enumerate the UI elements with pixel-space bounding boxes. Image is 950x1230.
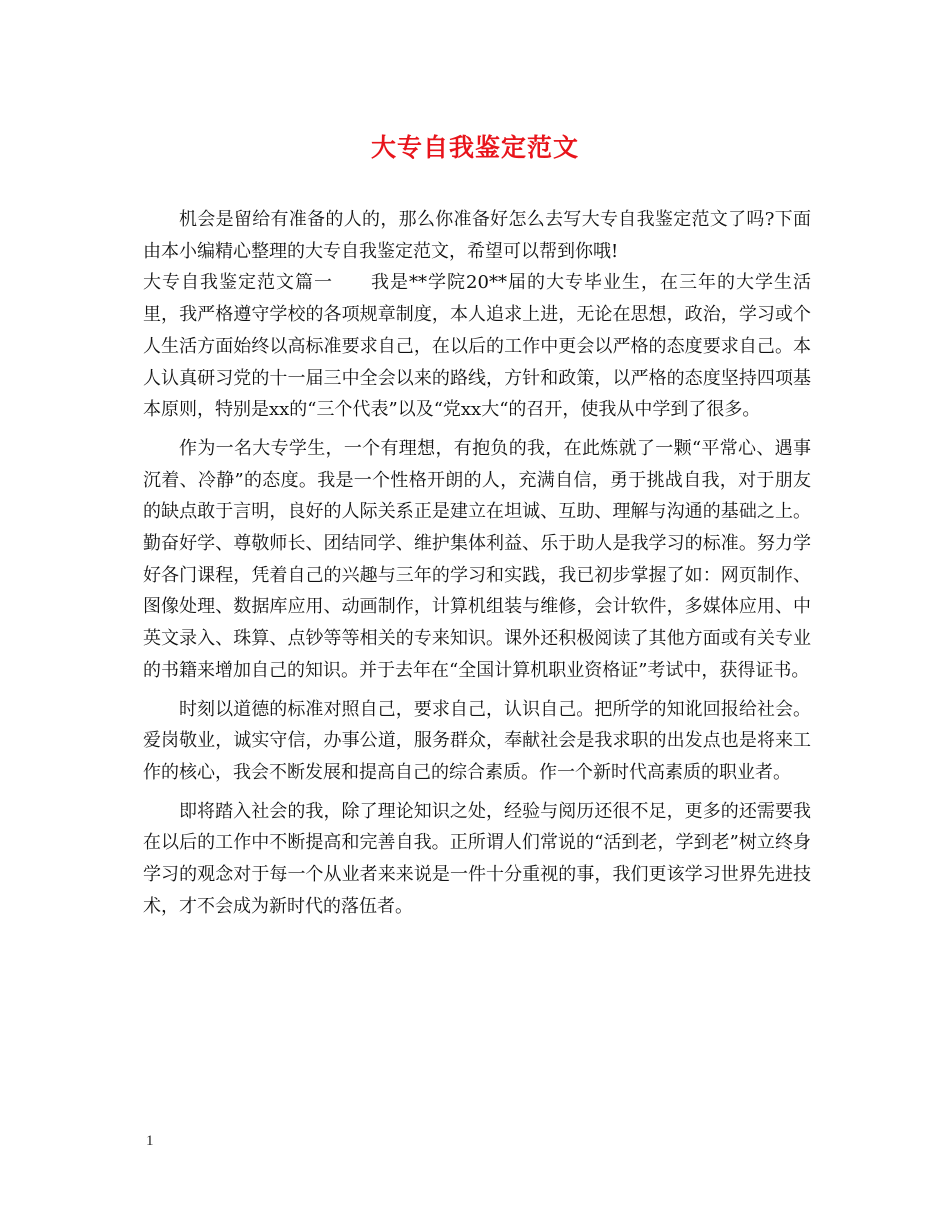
intro-paragraph: 机会是留给有准备的人的，那么你准备好怎么去写大专自我鉴定范文了吗?下面由本小编精心整理的大专自我鉴定范文，希望可以帮到你哦! — [143, 209, 811, 262]
section-one-paragraph: 大专自我鉴定范文篇一 我是**学院20**届的大专毕业生，在三年的大学生活里，我严格遵守学校的各项规章制度，本人追求上进，无论在思想，政治，学习或个人生活方面始终以高标准要求自己，在以后的工作中更会以严格的态度要求自己。本人认真研习党的十一届三中全会以来的路线，方针和政策，以严格的态度坚持四项基本原则，特别是xx的“三个代表”以及“党xx大“的召开，使我从中学到了很多。 — [143, 272, 811, 421]
document-body — [143, 204, 811, 922]
document-title: 大专自我鉴定范文 — [370, 133, 579, 162]
body-paragraph-future: 即将踏入社会的我，除了理论知识之处，经验与阅历还很不足，更多的还需要我在以后的工作中不断提高和完善自我。正所谓人们常说的“活到老，学到老”树立终身学习的观念对于每一个从业者来来说是一件十分重视的事，我们更该学习世界先进技术，才不会成为新时代的落伍者。 — [143, 800, 811, 917]
body-paragraph-ethics: 时刻以道德的标准对照自己，要求自己，认识自己。把所学的知讹回报给社会。爱岗敬业，诚实守信，办事公道，服务群众，奉献社会是我求职的出发点也是将来工作的核心，我会不断发展和提高自己的综合素质。作一个新时代高素质的职业者。 — [143, 698, 811, 783]
page-number: 1 — [146, 1133, 154, 1149]
body-paragraph-personality: 作为一名大专学生，一个有理想，有抱负的我，在此炼就了一颗“平常心、遇事沉着、冷静”的态度。我是一个性格开朗的人，充满自信，勇于挑战自我，对于朋友的缺点敢于言明，良好的人际关系正是建立在坦诚、互助、理解与沟通的基础之上。勤奋好学、尊敬师长、团结同学、维护集体利益、乐于助人是我学习的标准。努力学好各门课程，凭着自己的兴趣与三年的学习和实践，我已初步掌握了如：网页制作、图像处理、数据库应用、动画制作，计算机组装与维修，会计软件，多媒体应用、中英文录入、珠算、点钞等等相关的专来知识。课外还积极阅读了其他方面或有关专业的书籍来增加自己的知识。并于去年在“全国计算机职业资格证”考试中，获得证书。 — [143, 437, 811, 681]
